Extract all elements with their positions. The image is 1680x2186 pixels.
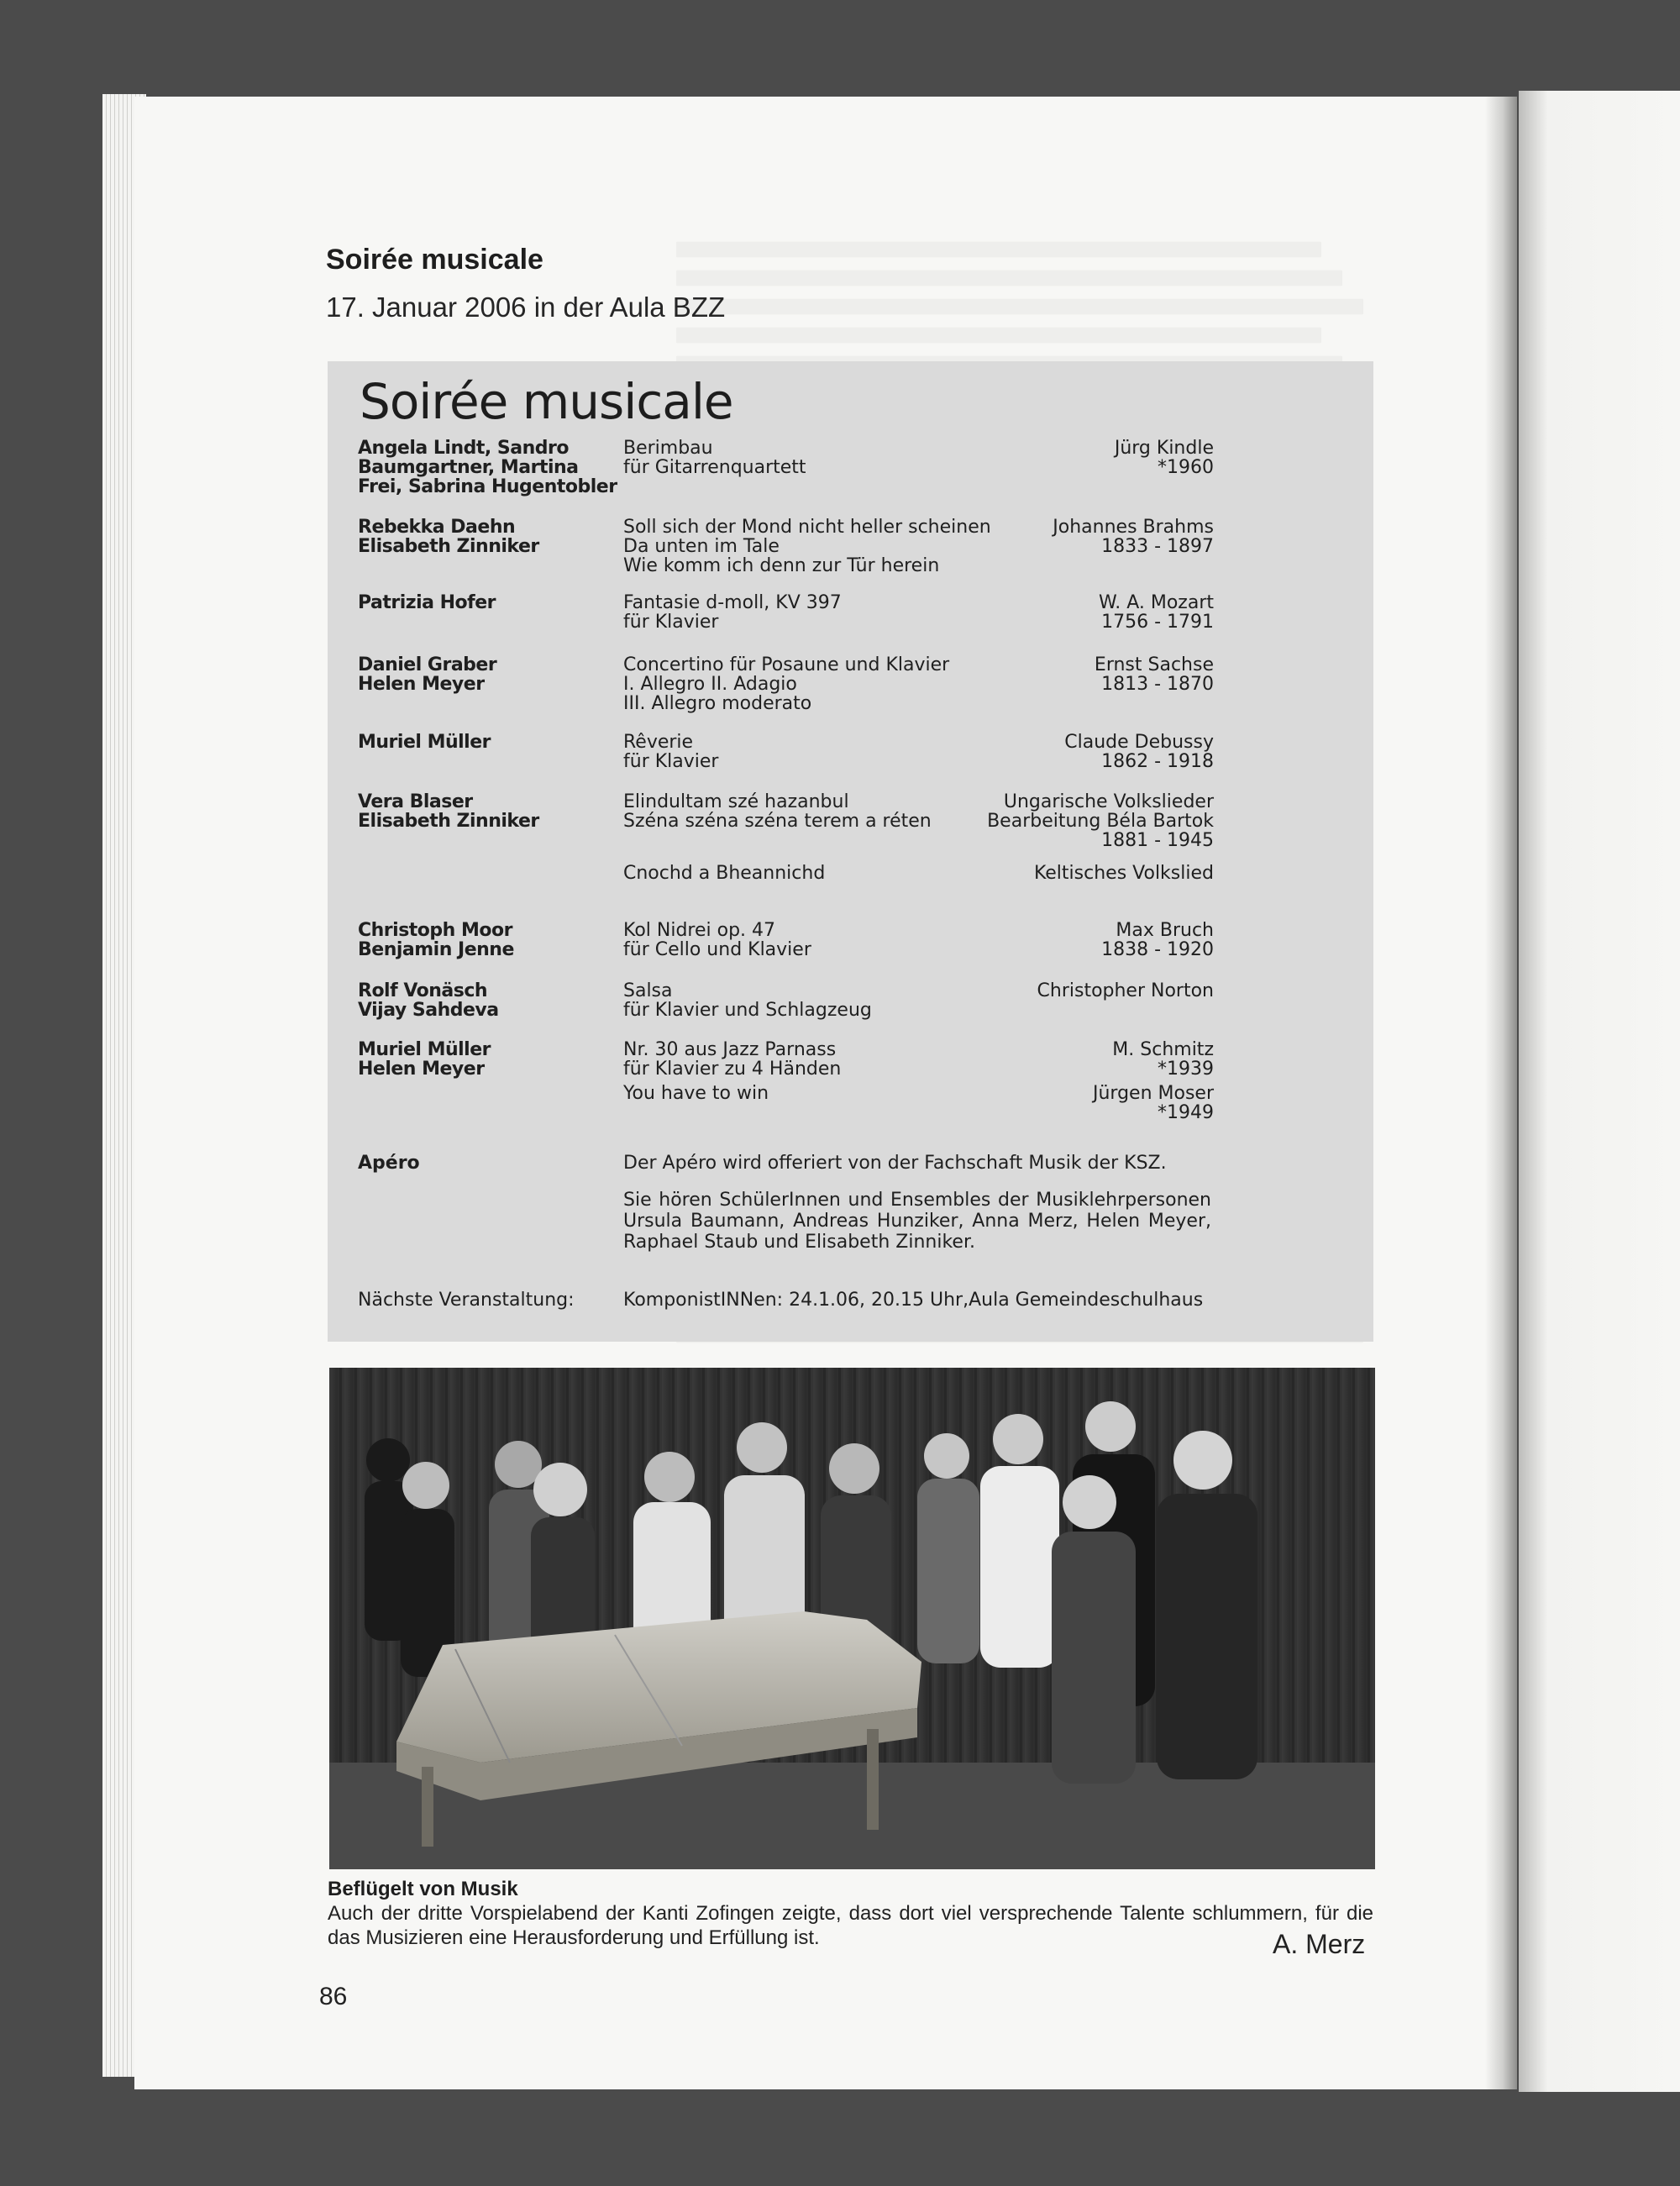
right-page <box>1519 91 1680 2092</box>
entry-piece-line: Nr. 30 aus Jazz Parnass <box>623 1039 837 1060</box>
entry-composer-line: *1939 <box>1158 1059 1214 1080</box>
entry-composer-line: 1813 - 1870 <box>1101 674 1214 695</box>
entry-piece-line: Széna széna széna terem a réten <box>623 811 932 832</box>
entry-composer-line: 1862 - 1918 <box>1101 751 1214 772</box>
caption-text: Auch der dritte Vorspielabend der Kanti Zofingen zeigte, dass dort viel versprechende Talente schlummern, für die das Musizieren eine Herausforderung und Erfüllung ist. <box>328 1902 1373 1949</box>
entry-composer-line: *1960 <box>1158 457 1214 478</box>
entry-composer <box>911 981 1214 1001</box>
caption-author: A. Merz <box>1273 1929 1366 1959</box>
entry-composer-line: Ungarische Volkslieder <box>1003 791 1214 812</box>
entry-piece-line: Rêverie <box>623 732 694 753</box>
caption-title: Beflügelt von Musik <box>328 1878 518 1900</box>
entry-performers <box>358 518 610 556</box>
entry-performers <box>358 733 610 752</box>
entry-composer-line: 1833 - 1897 <box>1101 536 1214 557</box>
article-subtitle: 17. Januar 2006 in der Aula BZZ <box>326 292 726 323</box>
bleed-line <box>676 271 1342 286</box>
entry-performers <box>358 655 610 694</box>
entry-performers-line: Baumgartner, Martina <box>358 457 579 478</box>
entry-performers-line: Benjamin Jenne <box>358 939 514 960</box>
entry-composer-line: M. Schmitz <box>1112 1039 1214 1060</box>
bleed-line <box>676 328 1321 344</box>
page-number: 86 <box>319 1983 348 2010</box>
entry-composer-line: Ernst Sachse <box>1094 654 1214 675</box>
entry-composer-line: Christopher Norton <box>1037 980 1214 1001</box>
entry-performers <box>358 792 610 831</box>
entry-performers-line: Elisabeth Zinniker <box>358 811 539 832</box>
entry-composer-line: 1756 - 1791 <box>1101 612 1214 633</box>
entry-performers-line: Elisabeth Zinniker <box>358 536 539 557</box>
entry-performers-line: Vera Blaser <box>358 791 473 812</box>
entry-piece-line: I. Allegro II. Adagio <box>623 674 797 695</box>
entry-composer-line: *1949 <box>1158 1102 1214 1123</box>
apero-label: Apéro <box>358 1153 420 1174</box>
entry-piece-line: Wie komm ich denn zur Tür herein <box>623 555 940 576</box>
entry-composer <box>911 593 1214 632</box>
entry-performers <box>358 981 610 1020</box>
entry-piece-line: Fantasie d-moll, KV 397 <box>623 592 842 613</box>
entry-composer <box>911 792 1214 850</box>
entry-composer <box>911 733 1214 771</box>
entry-piece-line: Soll sich der Mond nicht heller scheinen <box>623 517 991 538</box>
entry-performers-line: Rolf Vonäsch <box>358 980 488 1001</box>
entry-performers-line: Christoph Moor <box>358 920 512 941</box>
entry-performers <box>358 593 610 612</box>
entry-performers-line: Rebekka Daehn <box>358 517 516 538</box>
entry-composer <box>911 1084 1214 1122</box>
entry-composer <box>911 518 1214 556</box>
entry-composer-line: 1838 - 1920 <box>1101 939 1214 960</box>
entry-performers-line: Helen Meyer <box>358 674 485 695</box>
entry-piece-line: Elindultam szé hazanbul <box>623 791 849 812</box>
next-event-label: Nächste Veranstaltung: <box>358 1290 575 1311</box>
entry-piece-line: Da unten im Tale <box>623 536 780 557</box>
entry-performers-line: Angela Lindt, Sandro <box>358 438 569 459</box>
program-box <box>328 361 1373 1342</box>
next-event-text: KomponistINNen: 24.1.06, 20.15 Uhr,Aula Gemeindeschulhaus <box>623 1290 1204 1311</box>
article-title: Soirée musicale <box>326 244 543 276</box>
entry-piece-line: für Klavier zu 4 Händen <box>623 1059 842 1080</box>
entry-piece-line: Kol Nidrei op. 47 <box>623 920 776 941</box>
apero-note: Der Apéro wird offeriert von der Fachschaft Musik der KSZ. <box>623 1153 1167 1174</box>
bleed-line <box>676 242 1321 258</box>
entry-composer-line: W. A. Mozart <box>1098 592 1214 613</box>
entry-composer <box>911 439 1214 477</box>
entry-performers-line: Helen Meyer <box>358 1059 485 1080</box>
program-title: Soirée musicale <box>360 373 733 430</box>
entry-piece-line: Salsa <box>623 980 673 1001</box>
entry-performers <box>358 438 617 497</box>
entry-piece-line: für Gitarrenquartett <box>623 457 806 478</box>
entry-composer <box>911 1040 1214 1079</box>
entry-piece-line: für Cello und Klavier <box>623 939 811 960</box>
entry-piece-line: für Klavier <box>623 612 719 633</box>
group-photo <box>329 1368 1375 1869</box>
entry-piece-line: Berimbau <box>623 438 713 459</box>
entry-composer <box>911 864 1214 883</box>
teachers-note: Sie hören SchülerInnen und Ensembles der Musiklehrpersonen Ursula Baumann, Andreas Hunziker, Anna Merz, Helen Meyer, Raphael Staub und Elisabeth Zinniker. <box>623 1190 1211 1253</box>
entry-piece-line: Concertino für Posaune und Klavier <box>623 654 950 675</box>
entry-piece-line: III. Allegro moderato <box>623 693 812 714</box>
entry-piece-line: für Klavier <box>623 751 719 772</box>
entry-performers-line: Muriel Müller <box>358 732 491 753</box>
entry-composer <box>911 921 1214 959</box>
bleed-line <box>676 299 1363 315</box>
entry-piece-line: für Klavier und Schlagzeug <box>623 1000 872 1021</box>
entry-composer-line: Keltisches Volkslied <box>1033 863 1214 884</box>
group-photo-illustration <box>329 1368 1375 1869</box>
entry-composer-line: Johannes Brahms <box>1053 517 1214 538</box>
entry-performers-line: Vijay Sahdeva <box>358 1000 499 1021</box>
entry-performers-line: Patrizia Hofer <box>358 592 496 613</box>
entry-performers-line: Muriel Müller <box>358 1039 491 1060</box>
entry-composer-line: Max Bruch <box>1116 920 1214 941</box>
entry-composer-line: Bearbeitung Béla Bartok <box>987 811 1214 832</box>
entry-piece-line: Cnochd a Bheannichd <box>623 863 826 884</box>
entry-piece-line: You have to win <box>623 1083 769 1104</box>
entry-composer-line: Claude Debussy <box>1064 732 1214 753</box>
entry-performers-line: Daniel Graber <box>358 654 497 675</box>
book-gutter <box>1485 97 1517 2089</box>
entry-composer <box>911 655 1214 694</box>
entry-composer-line: Jürgen Moser <box>1092 1083 1214 1104</box>
entry-performers <box>358 921 610 959</box>
entry-performers-line: Frei, Sabrina Hugentobler <box>358 476 617 497</box>
entry-composer-line: 1881 - 1945 <box>1101 830 1214 851</box>
entry-composer-line: Jürg Kindle <box>1114 438 1214 459</box>
entry-performers <box>358 1040 610 1079</box>
